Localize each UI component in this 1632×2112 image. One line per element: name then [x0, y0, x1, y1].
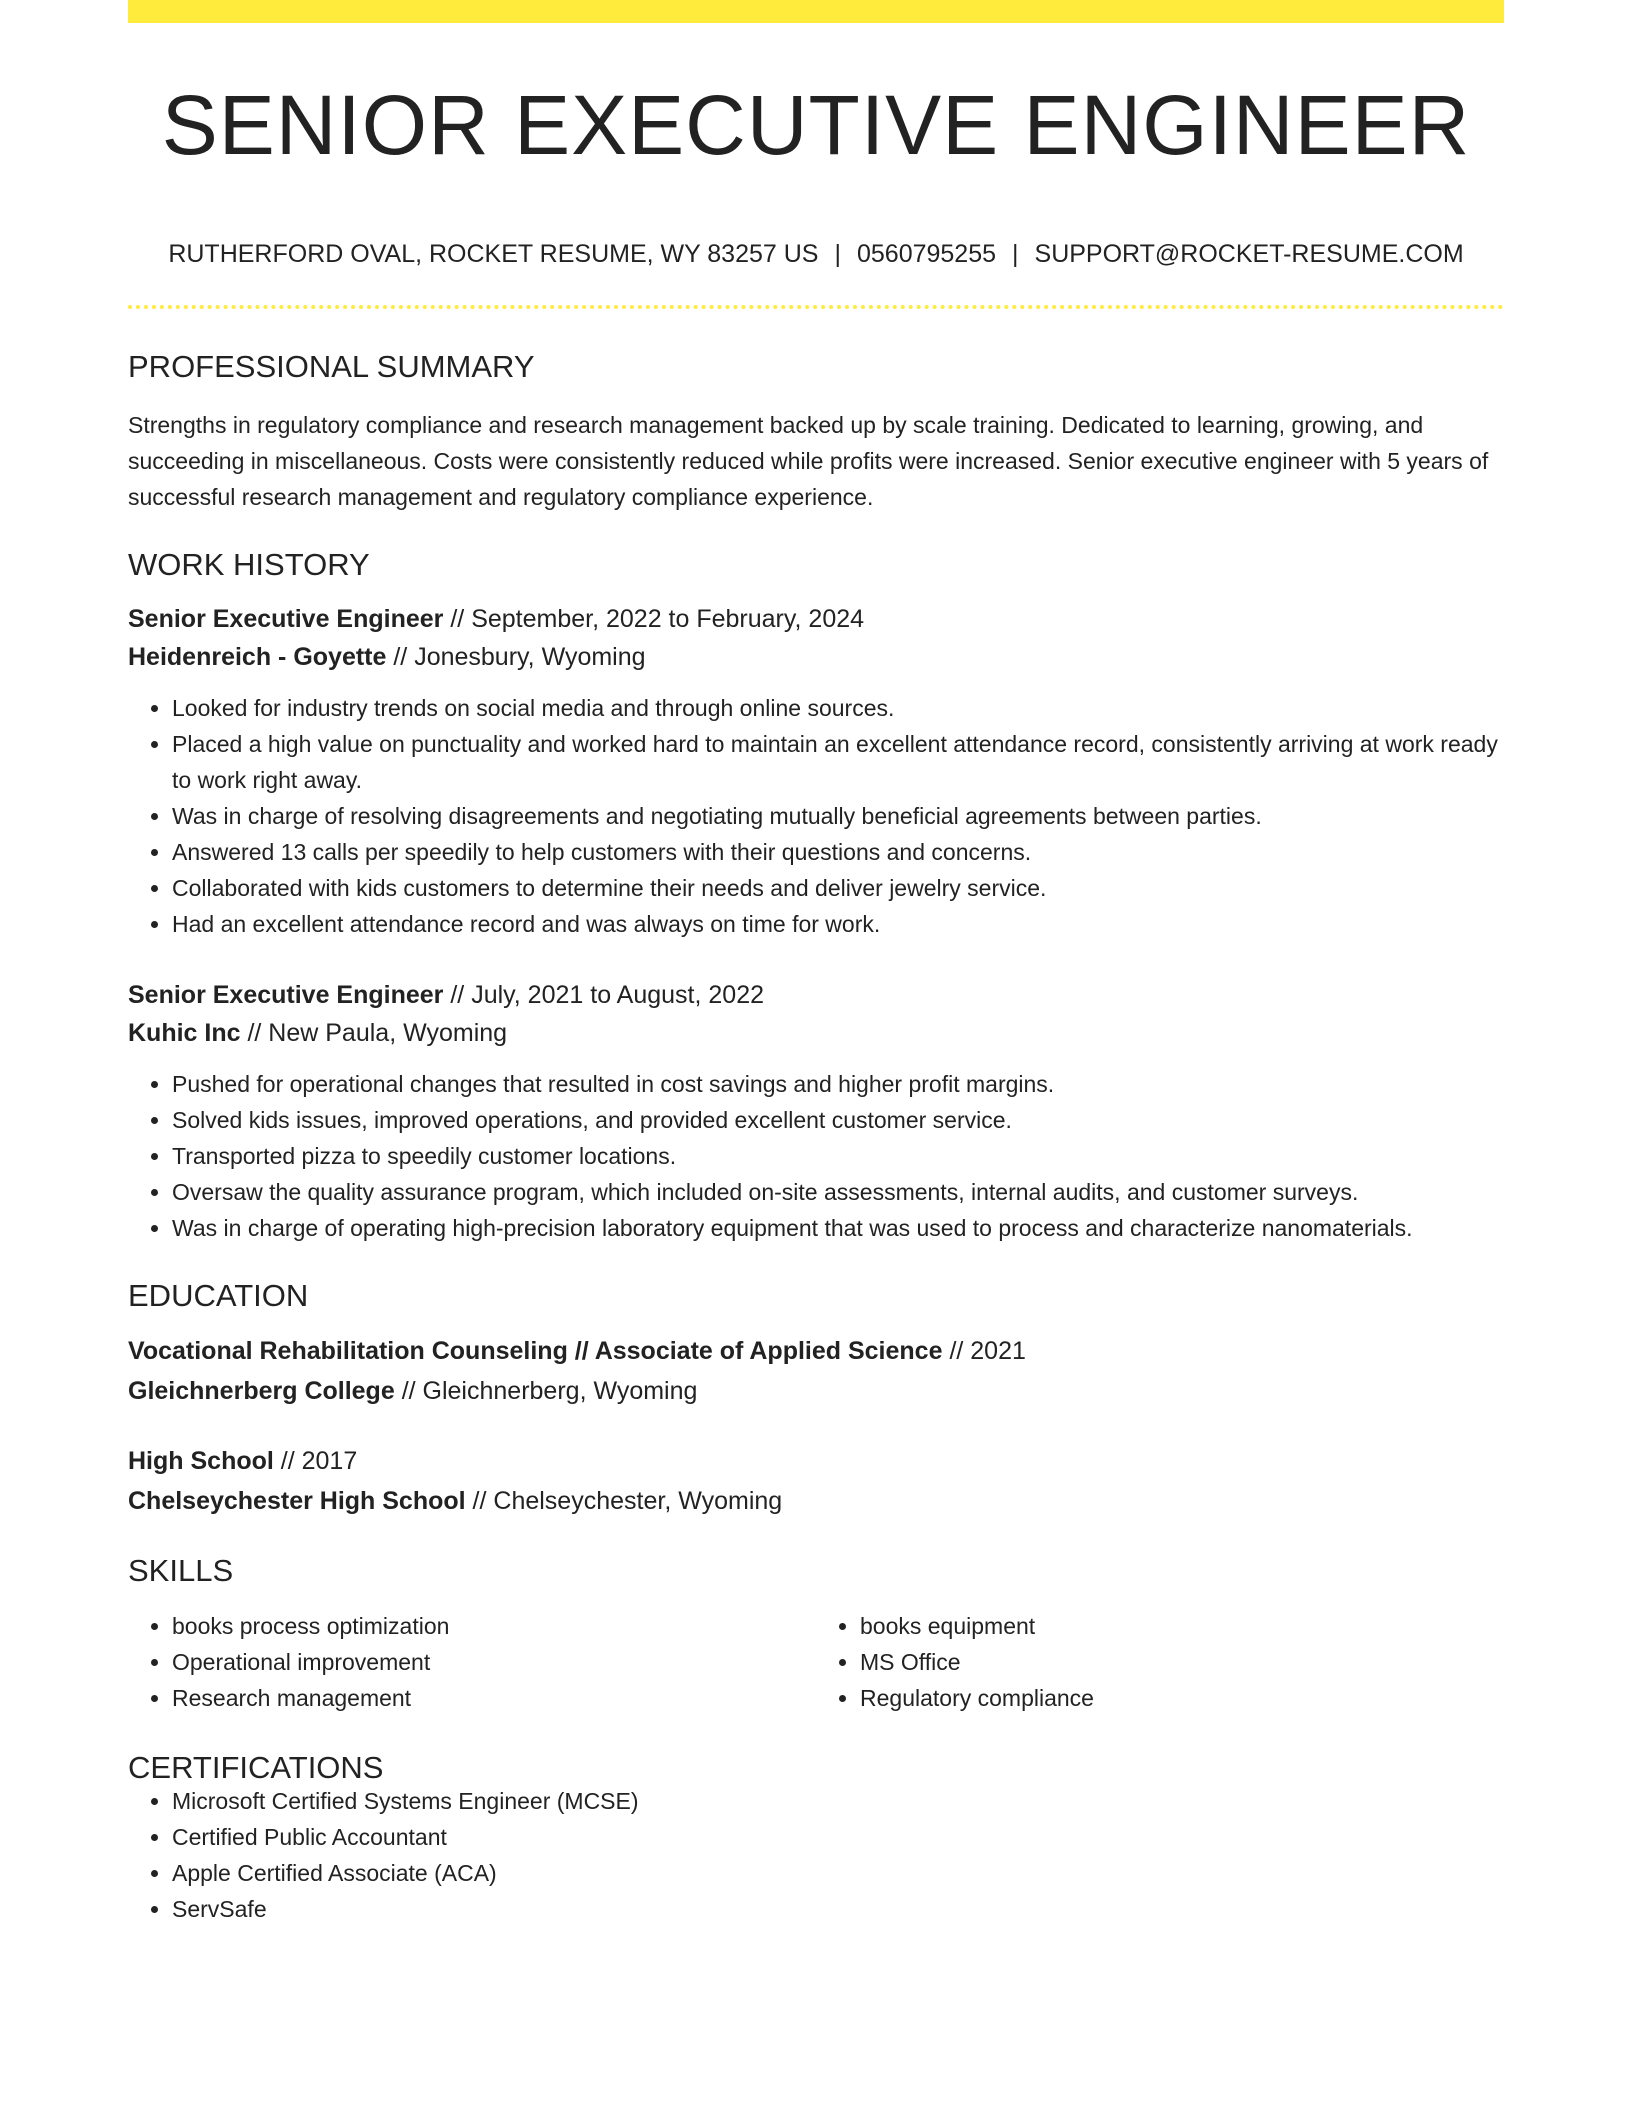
list-item: • Microsoft Certified Systems Engineer (MCSE): [172, 1783, 1504, 1819]
resume-page: [128, 0, 1504, 1927]
education-entry: [128, 1441, 1504, 1521]
skills-column-right: [816, 1608, 1504, 1716]
list-item: • Answered 13 calls per speedily to help customers with their questions and concerns.: [172, 834, 1504, 870]
job-dates: // September, 2022 to February, 2024: [443, 605, 865, 633]
skills-grid: [128, 1608, 1504, 1716]
list-item: • MS Office: [860, 1644, 1504, 1680]
section-title-work: WORK HISTORY: [128, 547, 370, 582]
job-dates: // July, 2021 to August, 2022: [443, 981, 764, 1009]
list-item: • Certified Public Accountant: [172, 1819, 1504, 1855]
education-school-line: [128, 1481, 1504, 1521]
accent-top-bar: [128, 0, 1504, 23]
job-company-line: [128, 638, 1504, 676]
contact-line: [128, 240, 1504, 269]
job-role: Senior Executive Engineer: [128, 605, 444, 633]
job-location: // New Paula, Wyoming: [240, 1019, 508, 1047]
list-item: • books process optimization: [172, 1608, 816, 1644]
education-entry: [128, 1331, 1504, 1411]
education-year: // 2017: [273, 1447, 358, 1475]
skills-column-left: [128, 1608, 816, 1716]
phone: 0560795255: [856, 240, 997, 268]
list-item: • Regulatory compliance: [860, 1680, 1504, 1716]
list-item: • Was in charge of resolving disagreements and negotiating mutually beneficial agreements between parties.: [172, 798, 1504, 834]
education-location: // Chelseychester, Wyoming: [465, 1487, 783, 1515]
list-item: • Looked for industry trends on social media and through online sources.: [172, 690, 1504, 726]
list-item: • ServSafe: [172, 1891, 1504, 1927]
job-bullets: [128, 1066, 1504, 1246]
address: RUTHERFORD OVAL, ROCKET RESUME, WY 83257 US: [168, 240, 819, 268]
separator: |: [1012, 240, 1019, 268]
job-company-line: [128, 1014, 1504, 1052]
job-bullets: [128, 690, 1504, 942]
list-item: • Pushed for operational changes that resulted in cost savings and higher profit margins.: [172, 1066, 1504, 1102]
email: SUPPORT@ROCKET-RESUME.COM: [1034, 240, 1464, 268]
job-company: Kuhic Inc: [128, 1019, 241, 1047]
section-title-summary: PROFESSIONAL SUMMARY: [128, 349, 535, 384]
job-entry: [128, 600, 1504, 942]
education-school: Chelseychester High School: [128, 1487, 466, 1515]
education-degree: High School: [128, 1447, 274, 1475]
job-role: Senior Executive Engineer: [128, 981, 444, 1009]
education-location: // Gleichnerberg, Wyoming: [394, 1377, 698, 1405]
education-school-line: [128, 1371, 1504, 1411]
list-item: • books equipment: [860, 1608, 1504, 1644]
list-item: • Transported pizza to speedily customer locations.: [172, 1138, 1504, 1174]
list-item: • Apple Certified Associate (ACA): [172, 1855, 1504, 1891]
list-item: • Oversaw the quality assurance program, which included on-site assessments, internal audits, and customer surveys.: [172, 1174, 1504, 1210]
education-degree-line: [128, 1331, 1504, 1371]
summary-text: Strengths in regulatory compliance and research management backed up by scale training. Dedicated to learning, growing, and succeeding in miscellaneous. Costs were consistently reduced while profits were increased. Senior executive engineer with 5 years of successful research management and regulatory compliance experience.: [128, 412, 1489, 510]
education-degree: Vocational Rehabilitation Counseling // Associate of Applied Science: [128, 1337, 943, 1365]
dotted-divider: [128, 305, 1504, 309]
list-item: • Placed a high value on punctuality and worked hard to maintain an excellent attendance record, consistently arriving at work ready to work right away.: [172, 726, 1504, 798]
list-item: • Solved kids issues, improved operations, and provided excellent customer service.: [172, 1102, 1504, 1138]
list-item: • Research management: [172, 1680, 816, 1716]
list-item: • Was in charge of operating high-precision laboratory equipment that was used to process and characterize nanomaterials.: [172, 1210, 1504, 1246]
education-degree-line: [128, 1441, 1504, 1481]
separator: |: [834, 240, 841, 268]
education-school: Gleichnerberg College: [128, 1377, 395, 1405]
education-year: // 2021: [942, 1337, 1026, 1365]
section-title-skills: SKILLS: [128, 1553, 234, 1588]
section-title-certifications: CERTIFICATIONS: [128, 1750, 384, 1785]
job-title-line: [128, 600, 1504, 638]
certifications-list: [128, 1783, 1504, 1927]
job-company: Heidenreich - Goyette: [128, 643, 387, 671]
list-item: • Had an excellent attendance record and was always on time for work.: [172, 906, 1504, 942]
job-location: // Jonesbury, Wyoming: [386, 643, 646, 671]
job-title-line: [128, 976, 1504, 1014]
list-item: • Operational improvement: [172, 1644, 816, 1680]
job-entry: [128, 976, 1504, 1246]
list-item: • Collaborated with kids customers to determine their needs and deliver jewelry service.: [172, 870, 1504, 906]
candidate-title: SENIOR EXECUTIVE ENGINEER: [161, 78, 1471, 172]
section-title-education: EDUCATION: [128, 1278, 309, 1313]
